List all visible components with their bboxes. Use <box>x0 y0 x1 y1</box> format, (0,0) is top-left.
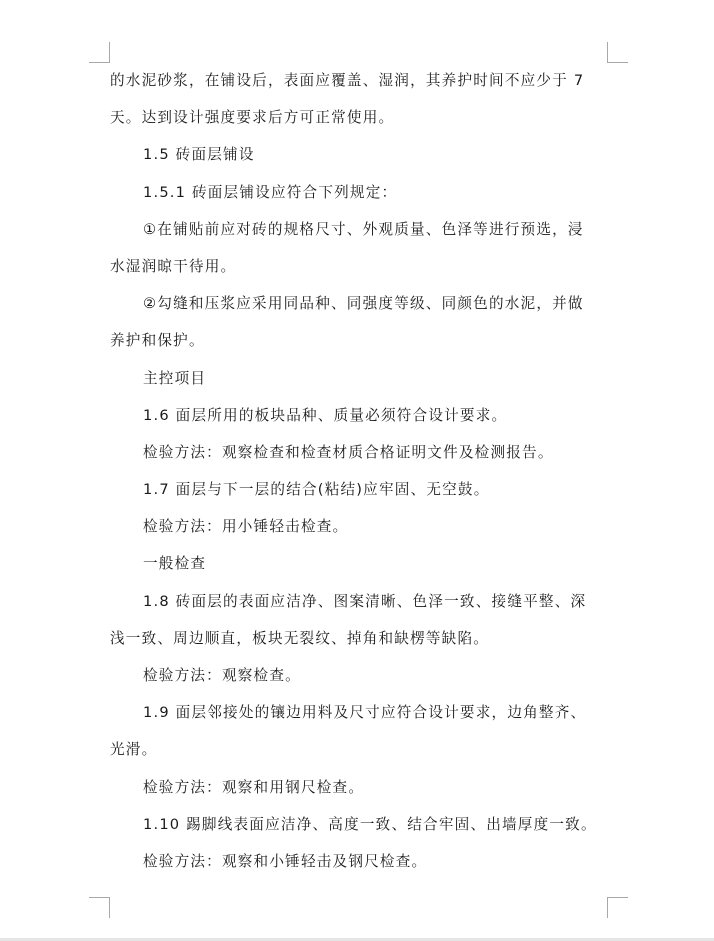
clause-1-5-1: 1.5.1 砖面层铺设应符合下列规定： <box>143 183 398 201</box>
text-line: 的水泥砂浆，在铺设后，表面应覆盖、湿润，其养护时间不应少于 7 <box>110 72 585 89</box>
text-line: 水湿润晾干待用。 <box>110 257 237 275</box>
document-body[interactable] <box>110 62 608 880</box>
text-line: 天。达到设计强度要求后方可正常使用。 <box>110 109 395 127</box>
inspection-method: 检验方法：观察和用钢尺检查。 <box>143 778 365 796</box>
list-item-1: ①在铺贴前应对砖的规格尺寸、外观质量、色泽等进行预选，浸 <box>143 220 584 238</box>
page-corner-mark-top-left <box>89 42 110 63</box>
clause-1-7: 1.7 面层与下一层的结合(粘结)应牢固、无空鼓。 <box>143 481 490 499</box>
inspection-method: 检验方法：观察检查。 <box>143 667 301 684</box>
text-line: 光滑。 <box>110 741 158 759</box>
inspection-method: 检验方法：观察和小锤轻击及钢尺检查。 <box>143 852 428 870</box>
list-item-2: ②勾缝和压浆应采用同品种、同强度等级、同颜色的水泥，并做 <box>143 295 584 313</box>
clause-1-8: 1.8 砖面层的表面应洁净、图案清晰、色泽一致、接缝平整、深 <box>143 592 587 610</box>
section-heading-1-5: 1.5 砖面层铺设 <box>143 146 255 164</box>
text-line: 浅一致、周边顺直，板块无裂纹、掉角和缺楞等缺陷。 <box>110 629 490 647</box>
subheading-general-inspection: 一般检查 <box>143 555 207 573</box>
page-corner-mark-top-right <box>607 42 628 63</box>
inspection-method: 检验方法：用小锤轻击检查。 <box>143 518 349 536</box>
clause-1-10: 1.10 踢脚线表面应洁净、高度一致、结合牢固、出墙厚度一致。 <box>143 815 597 833</box>
clause-1-9: 1.9 面层邻接处的镶边用料及尺寸应符合设计要求，边角整齐、 <box>143 704 587 722</box>
clause-1-6: 1.6 面层所用的板块品种、质量必须符合设计要求。 <box>143 406 508 424</box>
page-corner-mark-bottom-right <box>607 897 628 918</box>
subheading-main-control: 主控项目 <box>143 369 207 387</box>
inspection-method: 检验方法：观察检查和检查材质合格证明文件及检测报告。 <box>143 443 554 461</box>
text-line: 养护和保护。 <box>110 332 205 350</box>
page-corner-mark-bottom-left <box>89 897 110 918</box>
